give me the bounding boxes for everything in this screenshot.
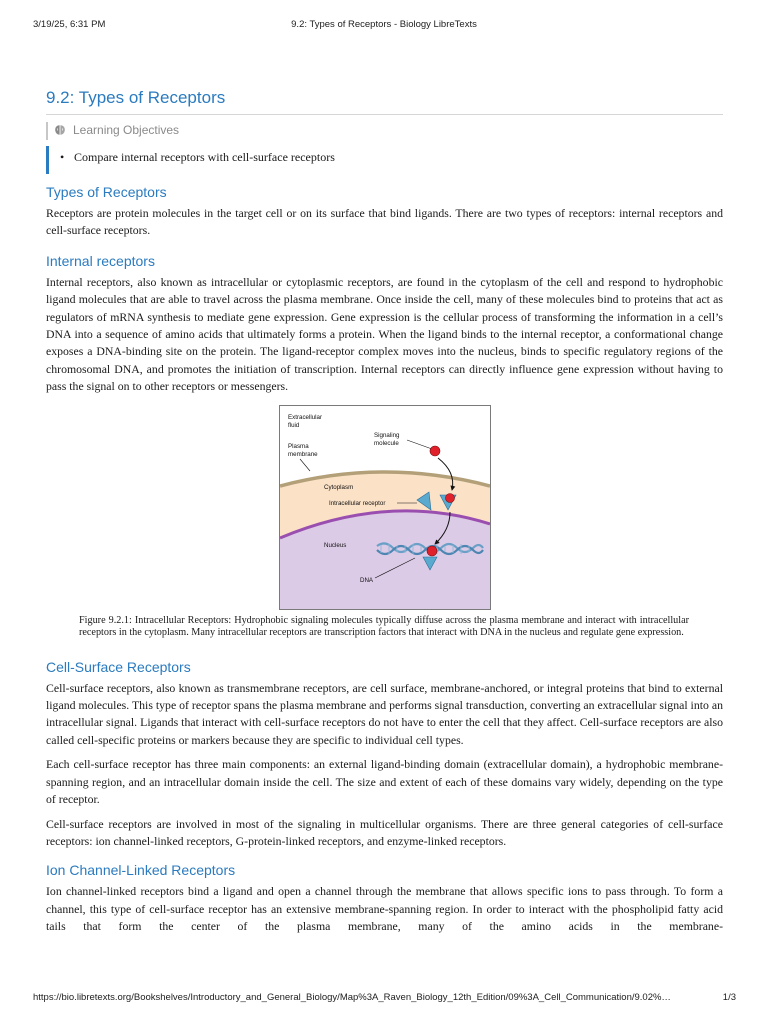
print-page-title: 9.2: Types of Receptors - Biology LibreTexts xyxy=(291,19,477,30)
page-title: 9.2: Types of Receptors xyxy=(46,88,723,115)
ligand-on-dna xyxy=(427,546,437,556)
label-plasma: Plasma xyxy=(288,442,309,450)
print-page-number: 1/3 xyxy=(722,992,736,1003)
label-intracellular-receptor: Intracellular receptor xyxy=(329,499,386,507)
label-fluid: fluid xyxy=(288,421,300,429)
brain-icon xyxy=(54,124,66,136)
paragraph: Ion channel-linked receptors bind a ligand and open a channel through the membrane that allows specific ions to pass through. To form a channel, this type of cell-surface receptor has an extensive membrane-spanning region. In order to interact with the phospholipid fatty acid tails that form the center of the plasma membrane, many of the amino acids in the membrane- xyxy=(46,884,723,934)
label-molecule: molecule xyxy=(374,439,399,447)
signaling-molecule-outside xyxy=(430,446,440,456)
learning-objectives-box xyxy=(46,122,723,174)
heading-ion-channel-linked-receptors: Ion Channel-Linked Receptors xyxy=(46,862,236,879)
learning-objectives-heading xyxy=(54,123,179,137)
label-signaling: Signaling xyxy=(374,431,400,439)
ligand-bound xyxy=(446,493,455,502)
paragraph: Internal receptors, also known as intracellular or cytoplasmic receptors, are found in the cytoplasm of the cell and respond to hydrophobic ligand molecules that are able to travel across the plasma membrane. Once inside the cell, many of these molecules bind to proteins that act as regulators of mRNA synthesis to mediate gene expression. Gene expression is the cellular process of transforming the information in a cell’s DNA into a sequence of amino acids that ultimately forms a protein. When the ligand binds to the internal receptor, a conformational change exposes a DNA-binding site on the protein. The ligand-receptor complex moves into the nucleus, binds to specific regulatory regions of the chromosomal DNA, and promotes the initiation of transcription. Internal receptors can directly influence gene expression without having to pass the signal on to other receptors or messengers. xyxy=(46,274,723,394)
heading-internal-receptors: Internal receptors xyxy=(46,252,155,269)
figure-caption: Figure 9.2.1: Intracellular Receptors: Hydrophobic signaling molecules typically diffuse across the plasma membrane and interact with intracellular receptors in the cytoplasm. Many intracellular receptors are transcription factors that interact with DNA in the nucleus and regulate gene expression. xyxy=(79,614,689,639)
paragraph: Cell-surface receptors, also known as transmembrane receptors, are cell surface, membrane-anchored, or integral proteins that bind to external ligand molecules. This type of receptor spans the plasma membrane and performs signal transduction, converting an extracellular signal into an intracellular signal. Ligands that interact with cell-surface receptors do not have to enter the cell that they affect. Cell-surface receptors are also called cell-specific proteins or markers because they are specific to individual cell types. xyxy=(46,680,723,747)
print-header xyxy=(0,19,768,33)
heading-types-of-receptors: Types of Receptors xyxy=(46,184,167,200)
objectives-accent-bar xyxy=(46,146,49,174)
figure-image xyxy=(279,405,491,610)
label-cytoplasm: Cytoplasm xyxy=(324,483,354,491)
article xyxy=(46,88,723,935)
objectives-list xyxy=(74,150,335,165)
figure-intracellular-receptors xyxy=(46,405,723,651)
print-footer xyxy=(0,992,768,1006)
print-datetime: 3/19/25, 6:31 PM xyxy=(33,19,106,30)
print-url: https://bio.libretexts.org/Bookshelves/Introductory_and_General_Biology/Map%3A_Raven_Biology_12th_Edition/09%3A_Cell_Communication/9.02%… xyxy=(33,992,671,1003)
label-dna: DNA xyxy=(360,576,374,584)
label-nucleus: Nucleus xyxy=(324,541,347,549)
paragraph: Each cell-surface receptor has three main components: an external ligand-binding domain (extracellular domain), a hydrophobic membrane-spanning region, and an intracellular domain inside the cell. The size and extent of each of these domains vary widely, depending on the type of receptor. xyxy=(46,757,723,807)
label-extracellular: Extracellular xyxy=(288,413,323,421)
list-item: • Compare internal receptors with cell-surface receptors xyxy=(74,150,335,165)
paragraph: Receptors are protein molecules in the target cell or on its surface that bind ligands. There are two types of receptors: internal receptors and cell-surface receptors. xyxy=(46,206,723,238)
heading-cell-surface-receptors: Cell-Surface Receptors xyxy=(46,658,191,675)
learning-objectives-label: Learning Objectives xyxy=(73,123,180,137)
paragraph: Cell-surface receptors are involved in most of the signaling in multicellular organisms. There are three general categories of cell-surface receptors: ion channel-linked receptors, G-protein-linked receptors, and enzyme-linked receptors. xyxy=(46,816,723,848)
objectives-header-bar xyxy=(46,122,48,140)
label-membrane: membrane xyxy=(288,450,318,458)
